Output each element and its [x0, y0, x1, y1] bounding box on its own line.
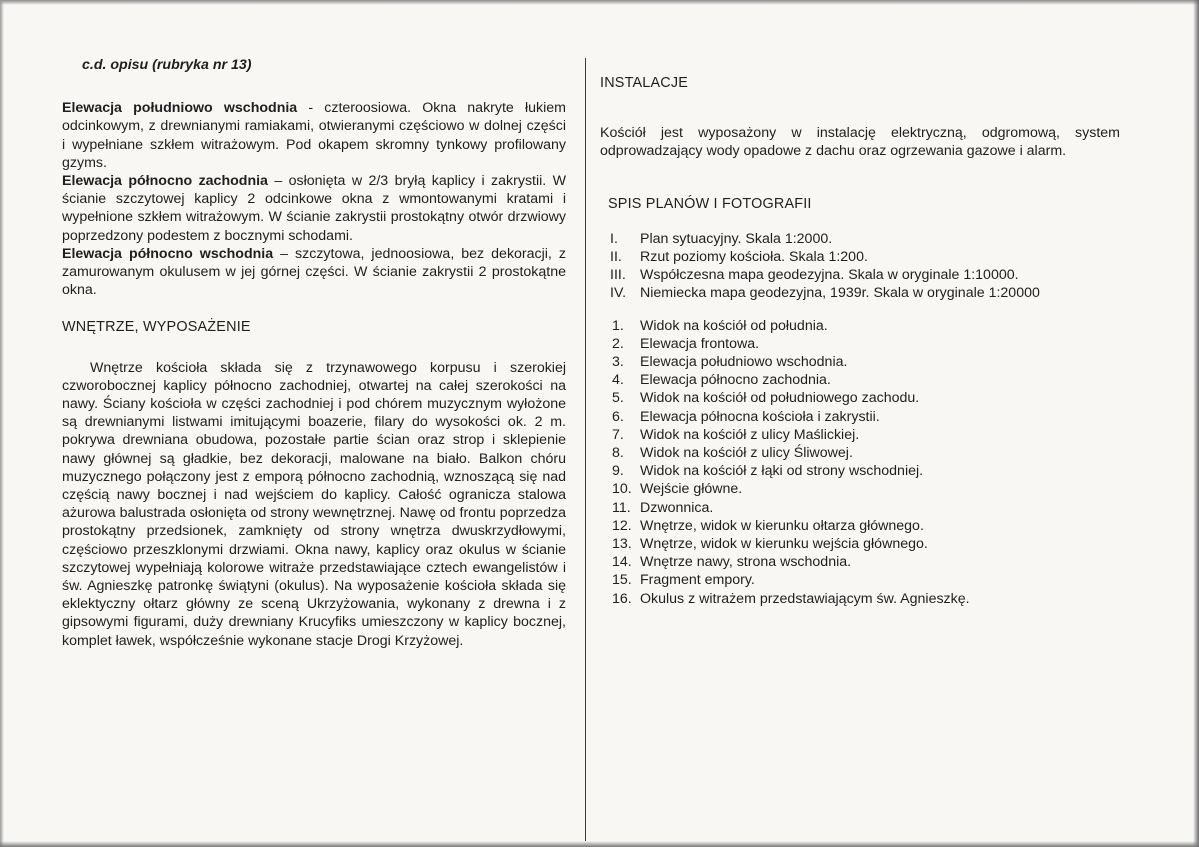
elevation-north-west-text: – osłonięta w 2/3 bryłą kaplicy i zakrystii. W ścianie szczytowej kaplicy 2 odcinkowe okna z wmontowanymi kratami i wypełnione szkłem witrażowym. W ścianie zakrystii prostokątny otwór drzwiowy poprzedzony podestem z bocznymi schodami.	[62, 173, 567, 244]
interior-paragraph: Wnętrze kościoła składa się z trzynawowego korpusu i szerokiej czworobocznej kaplicy północno zachodniej, otwartej na całej szerokości na nawy. Ściany kościoła w części zachodniej i pod chórem muzycznym wyłożone są drewnianymi listwami imitującymi boazerie, filary do wysokości ok. 2 m. pokrywa drewniana obudowa, pozostałe partie ścian oraz strop i sklepienie nawy głównej są gładkie, bez dekoracji, malowane na biało. Balkon chóru muzycznego połączony jest z emporą północno zachodnią, wznoszącą się nad częścią nawy bocznej i nad wejściem do kaplicy. Całość ogranicza stalowa ażurowa balustrada osłonięta od strony wewnętrznej. Nawę od frontu poprzedza prostokątny przedsionek, zamknięty od strony wnętrza dwuskrzydłowymi, częściowo przeszklonymi drzwiami. Okna nawy, kaplicy oraz okulus w ścianie szczytowej wypełniają kolorowe witraże przedstawiające cztech ewangelistów i św. Agnieszkę patronkę świątyni (okulus). Na wyposażenie kościoła składa się eklektyczny ołtarz główny ze sceną Ukrzyżowania, wykonany z drewna i z gipsowymi figurami, duży drewniany Krucyfiks umieszczony w kaplicy bocznej, komplet ławek, współcześnie wykonane stacje Drogi Krzyżowej.	[62, 359, 566, 649]
photo-number: 6.	[612, 408, 624, 425]
installations-section-title: INSTALACJE	[600, 75, 689, 91]
photo-number: 10.	[612, 481, 632, 498]
elevation-north-east-text: – szczytowa, jednoosiowa, bez dekoracji, z zamurowanym okulusem w jej górnej części. W ścianie zakrystii 2 prostokątne okna.	[62, 245, 566, 299]
photo-item	[600, 408, 1120, 426]
scan-edge-left	[0, 0, 4, 847]
plan-text: Niemiecka mapa geodezyjna, 1939r. Skala w oryginale 1:20000	[640, 285, 1040, 302]
photo-text: Widok na kościół od południa.	[640, 317, 828, 334]
photo-text: Wejście główne.	[640, 481, 743, 498]
photo-text: Widok na kościół z łąki od strony wschodniej.	[640, 463, 924, 480]
plan-number: I.	[610, 230, 618, 247]
elevation-north-west-paragraph	[62, 172, 566, 245]
photo-item	[600, 571, 1120, 589]
photo-item	[600, 389, 1120, 407]
plan-item	[600, 284, 1120, 302]
photo-text: Elewacja frontowa.	[640, 335, 760, 352]
photo-text: Widok na kościół od południowego zachodu.	[640, 390, 920, 407]
plan-item	[600, 230, 1120, 248]
photo-text: Wnętrze nawy, strona wschodnia.	[640, 554, 852, 571]
plan-number: III.	[610, 267, 626, 284]
elevation-south-east-paragraph	[62, 99, 566, 172]
photo-number: 12.	[612, 517, 632, 534]
plan-number: IV.	[610, 285, 627, 302]
photo-number: 1.	[612, 317, 624, 334]
photo-item	[600, 462, 1120, 480]
photo-number: 4.	[612, 372, 624, 389]
photo-item	[600, 553, 1120, 571]
photo-number: 7.	[612, 426, 624, 443]
photos-list	[600, 317, 1120, 608]
photo-item	[600, 480, 1120, 498]
column-divider	[585, 58, 586, 841]
elevation-south-east-text: - czteroosiowa. Okna nakryte łukiem odcinkowym, z drewnianymi ramiakami, otwieranymi częściowo w dolnej części i wypełniane szkłem witrażowym. Pod okapem skromny tynkowy profilowany gzyms.	[62, 100, 566, 171]
photo-item	[600, 535, 1120, 553]
photo-number: 13.	[612, 536, 632, 553]
elevation-north-west-title: Elewacja północno zachodnia	[62, 173, 268, 190]
photo-text: Elewacja północno zachodnia.	[640, 372, 831, 389]
photo-number: 5.	[612, 390, 624, 407]
photo-text: Widok na kościół z ulicy Śliwowej.	[640, 445, 853, 462]
photo-item	[600, 590, 1120, 608]
photo-item	[600, 517, 1120, 535]
interior-section-title: WNĘTRZE, WYPOSAŻENIE	[62, 319, 251, 336]
photo-item	[600, 317, 1120, 335]
photo-item	[600, 426, 1120, 444]
plan-item	[600, 248, 1120, 266]
photo-text: Elewacja południowo wschodnia.	[640, 354, 848, 371]
photo-number: 15.	[612, 572, 632, 589]
photo-item	[600, 444, 1120, 462]
plans-list	[600, 230, 1120, 303]
left-column	[62, 56, 566, 650]
photo-text: Fragment empory.	[640, 572, 755, 589]
photo-number: 3.	[612, 354, 624, 371]
photo-text: Widok na kościół z ulicy Maślickiej.	[640, 426, 860, 443]
plans-photos-section-title: SPIS PLANÓW I FOTOGRAFII	[608, 195, 812, 212]
photo-number: 11.	[612, 499, 631, 516]
installations-paragraph: Kościół jest wyposażony w instalację elektryczną, odgromową, system odprowadzający wody opadowe z dachu oraz ogrzewania gazowe i alarm.	[600, 125, 1120, 160]
scan-edge-right	[1193, 0, 1199, 847]
photo-number: 8.	[612, 445, 624, 462]
right-column	[600, 74, 1120, 608]
plan-text: Współczesna mapa geodezyjna. Skala w oryginale 1:10000.	[640, 267, 1019, 284]
scan-edge-top	[0, 0, 1199, 5]
elevation-north-east-paragraph	[62, 245, 566, 300]
photo-text: Wnętrze, widok w kierunku wejścia głównego.	[640, 536, 928, 553]
photo-number: 2.	[612, 335, 624, 352]
photo-number: 14.	[612, 554, 632, 571]
plan-text: Plan sytuacyjny. Skala 1:2000.	[640, 230, 833, 247]
photo-item	[600, 499, 1120, 517]
photo-item	[600, 371, 1120, 389]
plan-number: II.	[610, 249, 622, 266]
photo-number: 9.	[612, 463, 624, 480]
photo-text: Elewacja północna kościoła i zakrystii.	[640, 408, 880, 425]
photo-number: 16.	[612, 590, 632, 607]
photo-item	[600, 353, 1120, 371]
photo-text: Okulus z witrażem przedstawiającym św. Agnieszkę.	[640, 590, 970, 607]
photo-item	[600, 335, 1120, 353]
photo-text: Dzwonnica.	[640, 499, 714, 516]
elevation-north-east-title: Elewacja północno wschodnia	[62, 245, 274, 262]
scan-edge-bottom	[0, 841, 1199, 847]
plan-item	[600, 266, 1120, 284]
photo-text: Wnętrze, widok w kierunku ołtarza głównego.	[640, 517, 924, 534]
elevation-south-east-title: Elewacja południowo wschodnia	[62, 100, 298, 117]
continuation-heading: c.d. opisu (rubryka nr 13)	[82, 57, 252, 73]
plan-text: Rzut poziomy kościoła. Skala 1:200.	[640, 249, 868, 266]
